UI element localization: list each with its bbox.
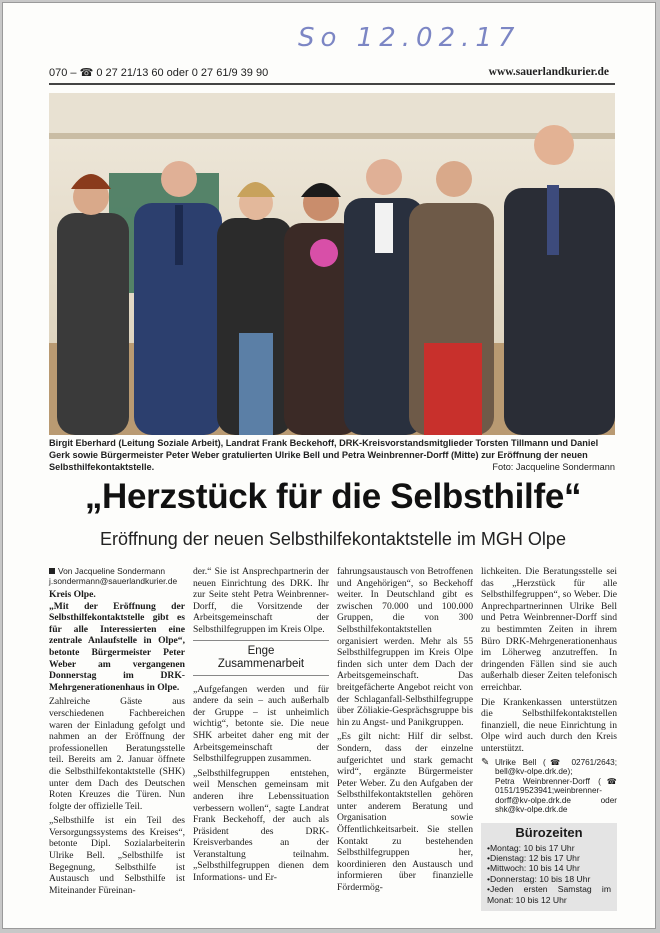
contact-info: [481, 758, 617, 816]
office-hours-item: • Mittwoch: 10 bis 14 Uhr: [487, 863, 611, 873]
article-lead: [49, 589, 185, 693]
photo-credit: Foto: Jacqueline Sondermann: [492, 462, 615, 472]
headline: „Herzstück für die Selbsthilfe“: [84, 477, 582, 516]
paragraph: der.“ Sie ist Ansprechpartnerin der neuen Einrichtung des DRK. Ihr zur Seite steht Petra Weinbrenner-Dorff, die Vorsitzende der Arbeitsgemeinschaft der Selbsthilfegruppen im Kreis Olpe.: [193, 566, 329, 635]
office-hours-item: • Dienstag: 12 bis 17 Uhr: [487, 853, 611, 863]
header-phone: 070 – ☎ 0 27 21/13 60 oder 0 27 61/9 39 90: [49, 67, 269, 79]
newspaper-page: [2, 2, 656, 929]
author-name: Von Jacqueline Sondermann: [58, 566, 166, 576]
office-hours-list: [487, 843, 611, 905]
paragraph: „Selbsthilfegruppen entstehen, weil Menschen gemeinsam mit anderen ihre Lebenssituation verbessern wollen“, sagte Landrat Frank Beckehoff, der auch als Präsident des DRK-Kreisverbandes an der Veranstaltung teilnahm. „Selbsthilfegruppen dienen dem Informations- und Er-: [193, 767, 329, 884]
office-hours-box: [481, 823, 617, 911]
article-column-1: [49, 566, 185, 899]
paragraph: „Aufgefangen werden und für andere da sein – auch außerhalb der Gruppe – ist unheimlich wichtig“, betonte sie. Die neue SHK arbeitet daher eng mit der Arbeitsgemeinschaft der Selbsthilfegruppen zusammen.: [193, 683, 329, 765]
paragraph: lichkeiten. Die Beratungsstelle sei das „Herzstück für alle Selbsthilfegruppen“, so Weber. Die Anprechpartnerinnen Ulrike Bell und Petra Weinbrenner-Dorff sind zu bestimmten Zeiten in ihrem Büro DRK-Mehrgenerationenhaus im Löherweg anzutreffen. In dringenden Fällen sind sie auch außerhalb dieser Zeiten telefonisch erreichbar.: [481, 566, 617, 693]
dateline: Kreis Olpe.: [49, 589, 96, 600]
handwritten-date: So 12.02.17: [298, 23, 521, 53]
subheadline: Eröffnung der neuen Selbsthilfekontaktstelle im MGH Olpe: [100, 529, 566, 549]
author-byline: [49, 566, 185, 586]
article-column-2: [193, 566, 329, 887]
contact-weinbrenner: Petra Weinbrenner-Dorff (☎ 0151/19523941;weinbrenner-dorff@kv-olpe.drk.de oder shk@kv-olpe.drk.de: [495, 776, 617, 815]
author-email[interactable]: j.sondermann@sauerlandkurier.de: [49, 576, 178, 586]
contact-bell: Ulrike Bell (☎ 02761/2643; bell@kv-olpe.drk.de);: [495, 757, 617, 777]
paragraph: „Selbsthilfe ist ein Teil des Versorgungssystems des Kreises“, betonte Dipl. Sozialarbeiterin Ulrike Bell. „Selbsthilfe ist Begegnung, Selbsthilfe ist Austausch und Selbsthilfe ist Miteinander Füreinan-: [49, 815, 185, 896]
paragraph: Zahlreiche Gäste aus verschiedenen Fachbereichen waren der Einladung gefolgt und nahmen an der Eröffnung der professionellen Beratungsstelle teil. Bereits am 2. Januar öffnete die Selbsthilfekontaktstelle (SHK) unter dem Dach des Deutschen Roten Kreuzes die Türen. Nun folgte der offizielle Teil.: [49, 696, 185, 812]
caption-text: Birgit Eberhard (Leitung Soziale Arbeit), Landrat Frank Beckehoff, DRK-Kreisvorstandsmitglieder Torsten Tillmann und Daniel Gerk sowie Bürgermeister Peter Weber gratulierten Ulrike Bell und Petra Weinbrenner-Dorff (Mitte) zur Eröffnung der neuen Selbsthilfekontaktstelle.: [49, 438, 599, 472]
office-hours-title: Bürozeiten: [515, 825, 583, 841]
group-photo: [49, 93, 615, 435]
pencil-icon: ✎: [481, 756, 490, 768]
article-column-3: [337, 566, 473, 897]
subhead-line-2: Zusammenarbeit: [217, 657, 305, 670]
header-rule: [49, 83, 615, 85]
group-photo-illustration: [49, 93, 615, 435]
article-column-4: [481, 566, 617, 911]
section-subhead: [193, 640, 329, 676]
office-hours-item: • Donnerstag: 10 bis 18 Uhr: [487, 874, 611, 884]
byline-square-icon: [49, 568, 55, 574]
office-hours-item: • Montag: 10 bis 17 Uhr: [487, 843, 611, 853]
paragraph: fahrungsaustausch von Betroffenen und Angehörigen“, so Beckehoff weiter. In Deutschland gibt es zwischen 70.000 und 100.000 Gruppen, die von 300 Selbsthilfekontaktstellen organisiert werden. Mehr als 55 Selbsthilfegruppen im Kreis Olpe finden sich unter dem Dach der Arbeitsgemeinschaft. Das breitgefächerte Angebot reicht von der Schlaganfall-Selbsthilfegruppe über Zöliakie-Gesprächsgruppe bis hin zu Angst- und Panikgruppen.: [337, 566, 473, 728]
paragraph: „Es gilt nicht: Hilf dir selbst. Sondern, dass der einzelne aufgerichtet und stark gemacht wird“, ergänzte Bürgermeister Peter Weber. Zu den Aufgaben der Selbsthilfekontaktstellen gehören unter anderem Beratung und Organisation sowie Öffentlichkeitsarbeit. Sie stellen Kontakt zu bestehenden Selbsthilfegruppen her, koordinieren den Austausch und informieren über finanzielle Fördermög-: [337, 731, 473, 894]
subhead-line-1: Enge: [247, 644, 275, 657]
office-hours-item: • Jeden ersten Samstag im Monat: 10 bis 12 Uhr: [487, 884, 611, 905]
photo-caption: [49, 437, 615, 473]
header-website: www.sauerlandkurier.de: [488, 66, 609, 78]
lead-text: „Mit der Eröffnung der Selbsthilfekontaktstelle gibt es für alle Interessierten eine zentrale Anlaufstelle in Olpe“, betonte Bürgermeister Peter Weber am vergangenen Donnerstag im DRK-Mehrgenerationenhaus in Olpe.: [49, 600, 185, 693]
paragraph: Die Krankenkassen unterstützen die Selbsthilfekontaktstellen finanziell, die neue Einrichtung in Olpe wird auch durch den Kreis unterstützt.: [481, 696, 617, 754]
